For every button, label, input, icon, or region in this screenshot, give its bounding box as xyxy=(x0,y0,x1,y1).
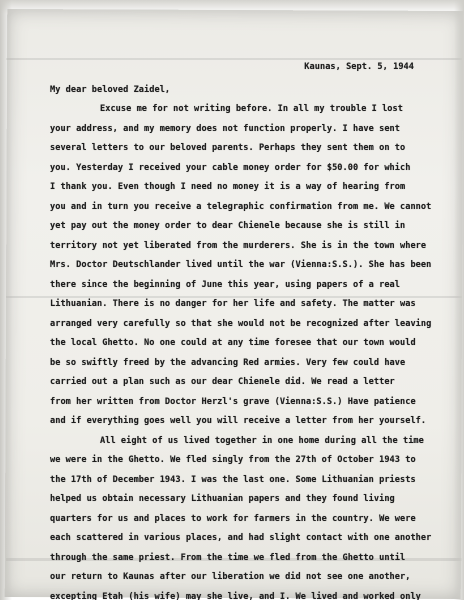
letter-line: there since the beginning of June this year, using papers of a real xyxy=(50,279,400,290)
worn-top-edge xyxy=(0,0,464,14)
letter-dateline: Kaunas, Sept. 5, 1944 xyxy=(304,62,414,72)
letter-line: you and in turn you receive a telegraphic confirmation from me. We cannot xyxy=(50,201,432,212)
letter-line: helped us obtain necessary Lithuanian papers and they found living xyxy=(50,494,395,504)
letter-line: carried out a plan such as our dear Chienele did. We read a letter xyxy=(50,377,395,387)
letter-line: your address, and my memory does not function properly. I have sent xyxy=(50,123,400,134)
letter-line: each scattered in various places, and had slight contact with one another xyxy=(50,533,432,543)
worn-left-edge xyxy=(0,0,12,600)
letter-line: I thank you. Even though I need no money it is a way of hearing from xyxy=(50,182,406,192)
letter-line: the local Ghetto. No one could at any time foresee that our town would xyxy=(50,338,416,348)
letter-line: you. Yesterday I received your cable money order for $50.00 for which xyxy=(50,162,411,173)
worn-right-edge xyxy=(454,0,464,600)
letter-line: our return to Kaunas after our liberation we did not see one another, xyxy=(50,572,411,582)
letter-line: Mrs. Doctor Deutschlander lived until the war (Vienna:S.S.). She has been xyxy=(50,260,432,270)
letter-line: and if everything goes well you will receive a letter from her yourself. xyxy=(50,416,427,426)
letter-line: yet pay out the money order to dear Chienele because she is still in xyxy=(50,221,406,231)
letter-line: quarters for us and places to work for farmers in the country. We were xyxy=(50,513,416,524)
letter-line: we were in the Ghetto. We fled singly from the 27th of October 1943 to xyxy=(50,455,416,465)
letter-body xyxy=(50,58,450,600)
letter-line: arranged very carefully so that she would not be recognized after leaving xyxy=(50,318,432,329)
letter-line: Excuse me for not writing before. In all my trouble I lost xyxy=(100,104,403,114)
letter-line: through the same priest. From the time we fled from the Ghetto until xyxy=(50,552,406,563)
letter-salutation: My dear beloved Zaidel, xyxy=(50,84,171,95)
letter-line: several letters to our beloved parents. Perhaps they sent them on to xyxy=(50,143,406,153)
letter-line: territory not yet liberated from the murderers. She is in the town where xyxy=(50,240,427,251)
letter-line: from her written from Doctor Herzl's grave (Vienna:S.S.) Have patience xyxy=(50,396,416,407)
letter-line: be so swiftly freed by the advancing Red armies. Very few could have xyxy=(50,357,406,368)
letter-line: Lithuanian. There is no danger for her life and safety. The matter was xyxy=(50,299,416,309)
letter-line: All eight of us lived together in one home during all the time xyxy=(100,435,424,446)
letter-line: the 17th of December 1943. I was the last one. Some Lithuanian priests xyxy=(50,474,416,485)
letter-line: excepting Etah (his wife) may she live, and I. We lived and worked only xyxy=(50,591,421,600)
